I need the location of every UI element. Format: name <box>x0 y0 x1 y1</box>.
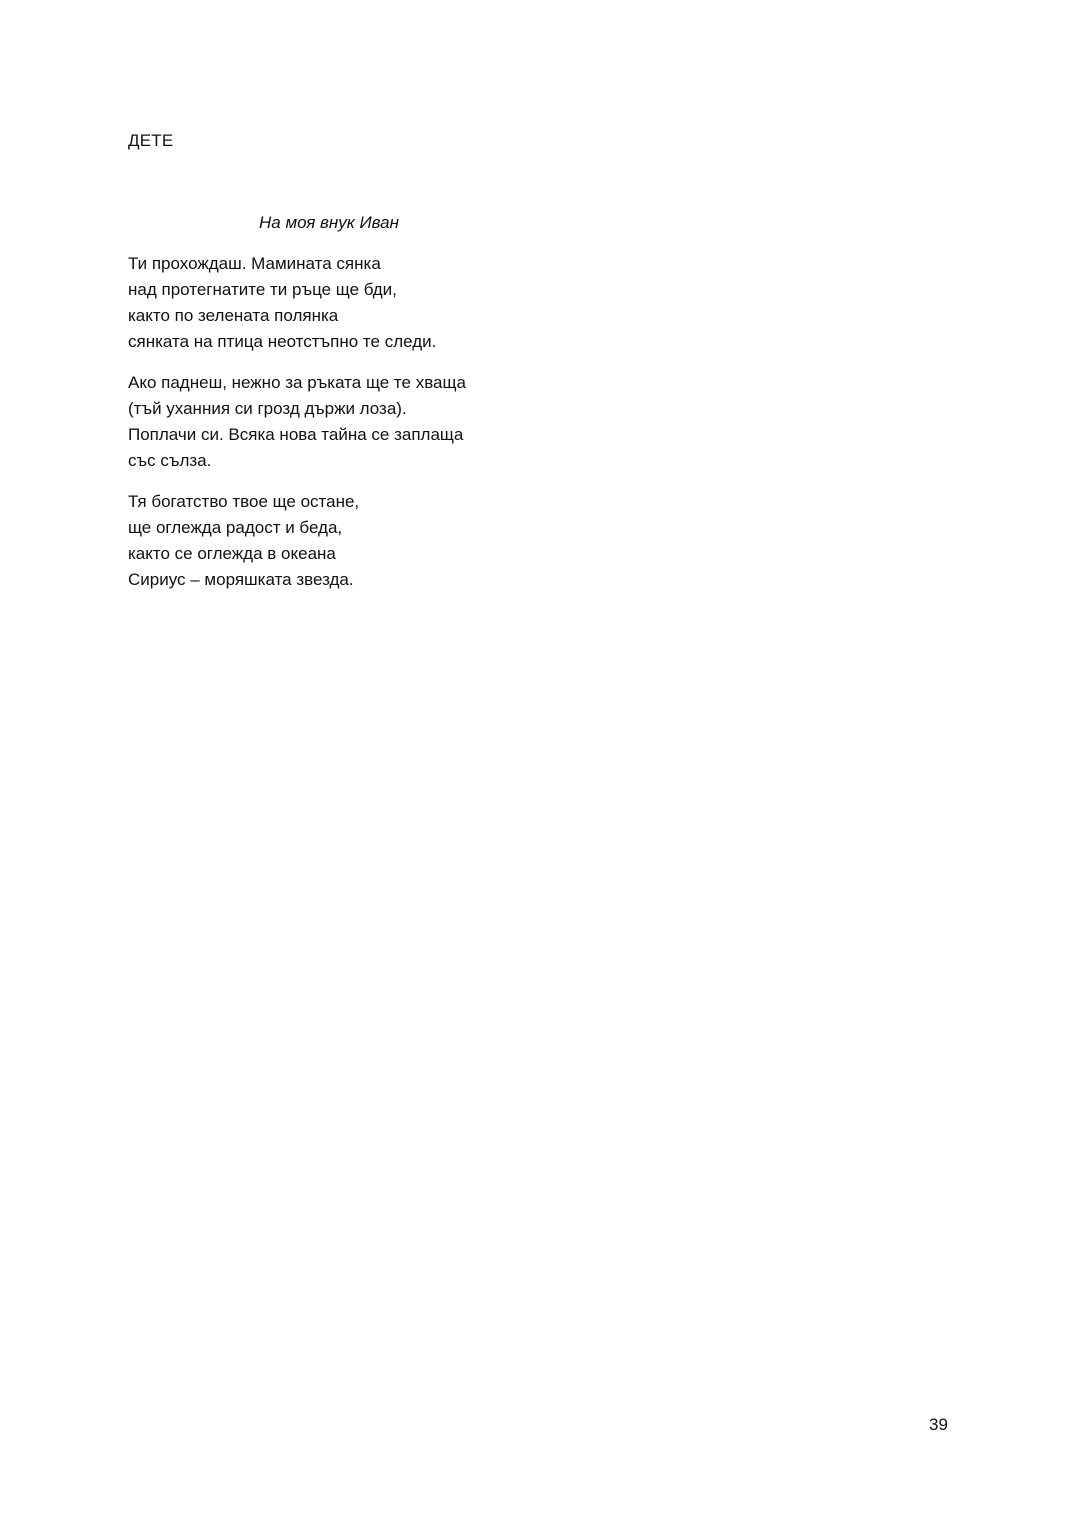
poem-line: Тя богатство твое ще остане, <box>128 492 360 511</box>
poem-dedication: На моя внук Иван <box>259 213 399 232</box>
poem-line: Ти прохождаш. Мамината сянка <box>128 254 381 273</box>
poem-line: Поплачи си. Всяка нова тайна се заплаща <box>128 425 464 444</box>
poem-title: ДЕТЕ <box>128 131 174 150</box>
poem-line: Ако паднеш, нежно за ръката ще те хваща <box>128 373 466 392</box>
poem-line: сянката на птица неотстъпно те следи. <box>128 332 437 351</box>
stanza-1 <box>128 251 436 355</box>
poem-line: над протегнатите ти ръце ще бди, <box>128 280 397 299</box>
stanza-2 <box>128 370 466 474</box>
page-number: 39 <box>929 1415 948 1434</box>
poem-line: както се оглежда в океана <box>128 544 336 563</box>
poem-line: (тъй уханния си грозд държи лоза). <box>128 399 407 418</box>
poem-line: както по зелената полянка <box>128 306 339 325</box>
stanza-3 <box>128 489 359 593</box>
poem-line: ще оглежда радост и беда, <box>128 518 343 537</box>
poem-line: със сълза. <box>128 451 212 470</box>
poem-line: Сириус – моряшката звезда. <box>128 570 354 589</box>
